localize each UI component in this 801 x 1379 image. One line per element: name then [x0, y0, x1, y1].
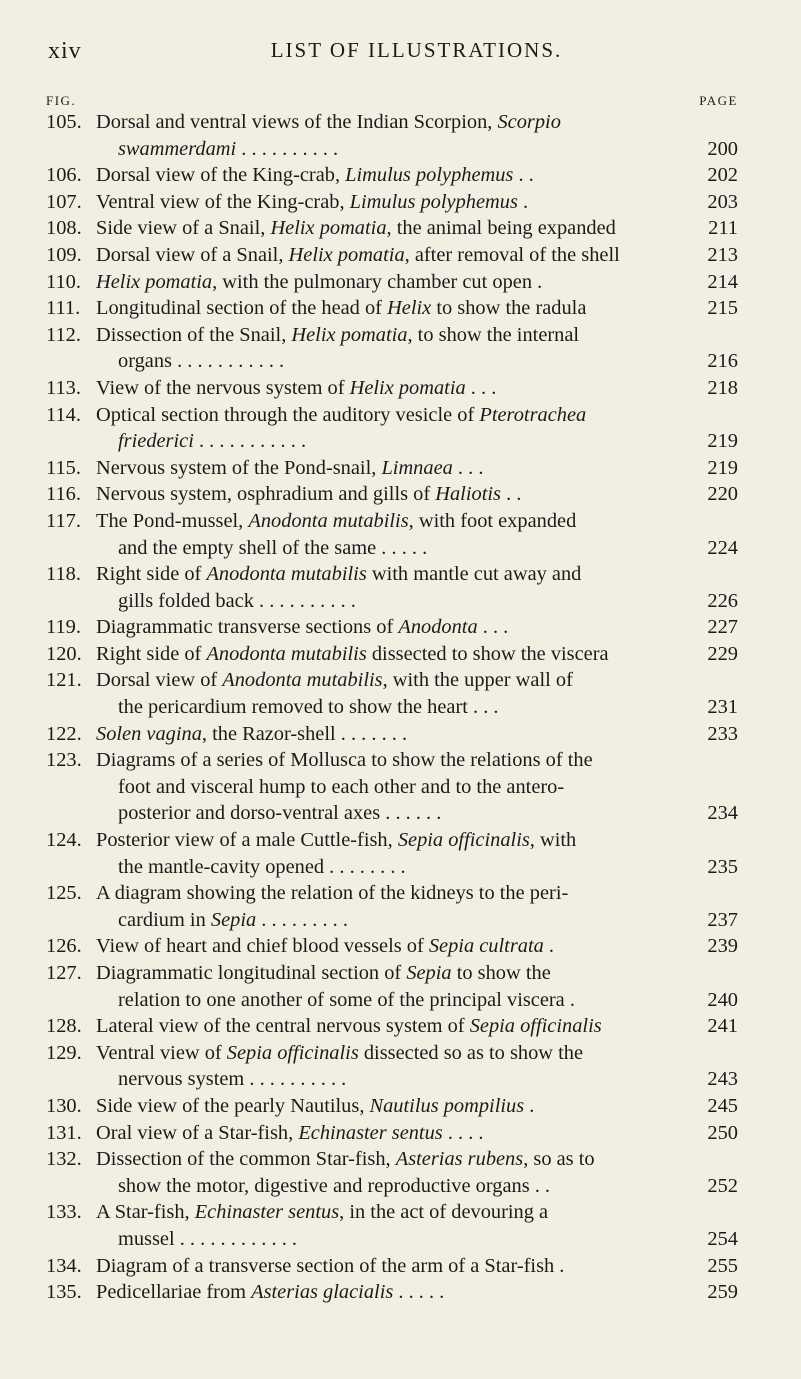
- caption-text: dissected to show the viscera: [366, 642, 609, 665]
- figure-number: 135.: [46, 1281, 82, 1304]
- caption-text: . . . . .: [393, 1281, 445, 1304]
- figure-number: 130.: [46, 1094, 82, 1117]
- caption-text: . . . . . . . . . . .: [193, 430, 307, 453]
- caption-text: Diagrammatic longitudinal section of: [96, 962, 407, 984]
- caption-text: , the animal being expanded: [386, 217, 616, 240]
- figure-caption: [96, 109, 686, 162]
- illustration-list: [46, 109, 738, 1306]
- italic-taxon-name: Echinaster sentus: [298, 1121, 443, 1144]
- italic-taxon-name: Anodonta mutabilis: [206, 563, 367, 586]
- list-entry: [46, 641, 738, 668]
- figure-number: 111.: [46, 297, 81, 320]
- caption-text: . . .: [452, 456, 484, 479]
- caption-text: Side view of a Snail,: [96, 217, 271, 240]
- caption-text: Nervous system, osphradium and gills of: [96, 483, 436, 506]
- caption-text: .: [524, 1094, 535, 1117]
- caption-text: Dorsal view of: [96, 669, 223, 692]
- caption-line: [96, 455, 686, 482]
- caption-line: [96, 854, 686, 881]
- caption-text: , to show the internal: [407, 323, 580, 346]
- caption-text: foot and visceral hump to each other and to the antero-: [118, 775, 565, 798]
- figure-caption: [96, 933, 686, 960]
- caption-text: , in the act of devouring a: [339, 1201, 549, 1224]
- caption-text: to show the: [451, 962, 551, 984]
- figure-number: 119.: [46, 616, 81, 639]
- caption-text: Diagrammatic transverse sections of: [96, 616, 399, 639]
- figure-caption: [96, 641, 686, 668]
- caption-text: .: [517, 190, 529, 213]
- caption-line: [96, 614, 686, 641]
- figure-caption: [96, 1146, 686, 1199]
- caption-line: [96, 907, 686, 934]
- figure-number: 129.: [46, 1041, 82, 1064]
- italic-taxon-name: swammerdami: [118, 137, 237, 160]
- figure-number: 106.: [46, 164, 82, 187]
- list-entry: [46, 1040, 738, 1093]
- figure-number: 131.: [46, 1121, 82, 1144]
- italic-taxon-name: Anodonta mutabilis: [206, 642, 367, 665]
- caption-line: [96, 1173, 686, 1200]
- figure-number: 132.: [46, 1148, 82, 1171]
- list-entry: [46, 189, 738, 216]
- figure-caption: [96, 827, 686, 880]
- caption-line: [96, 508, 686, 535]
- page-number: 245: [707, 1094, 738, 1117]
- figure-caption: [96, 1199, 686, 1252]
- figure-number: 114.: [46, 403, 81, 426]
- figure-number: 123.: [46, 749, 82, 772]
- page-number: 216: [707, 350, 738, 373]
- figure-caption: [96, 322, 686, 375]
- page-number: 227: [707, 616, 738, 639]
- figure-caption: [96, 375, 686, 402]
- italic-taxon-name: Anodonta: [398, 616, 478, 639]
- caption-line: [96, 667, 686, 694]
- caption-text: .: [543, 935, 555, 958]
- page-number: 224: [707, 536, 738, 559]
- figure-caption: [96, 295, 686, 322]
- page-number: 211: [708, 217, 738, 240]
- italic-taxon-name: Sepia: [406, 962, 452, 984]
- figure-caption: [96, 1093, 686, 1120]
- caption-text: Longitudinal section of the head of: [96, 297, 388, 320]
- italic-taxon-name: Anodonta mutabilis: [222, 669, 383, 692]
- italic-taxon-name: Sepia officinalis: [226, 1041, 359, 1064]
- italic-taxon-name: Pterotrachea: [479, 403, 587, 426]
- page-number: 255: [707, 1254, 738, 1277]
- caption-text: posterior and dorso-ventral axes . . . . . .: [118, 802, 442, 825]
- caption-line: [96, 987, 686, 1014]
- italic-taxon-name: Sepia cultrata: [428, 935, 544, 958]
- italic-taxon-name: friederici: [118, 430, 194, 453]
- caption-line: [96, 136, 686, 163]
- caption-line: [96, 1120, 686, 1147]
- caption-text: gills folded back . . . . . . . . . .: [118, 589, 356, 612]
- column-headings: [46, 93, 738, 109]
- caption-line: [96, 402, 686, 429]
- caption-line: [96, 1199, 686, 1226]
- caption-text: Lateral view of the central nervous system of: [96, 1015, 470, 1038]
- page-number: 252: [707, 1174, 738, 1197]
- page-column-heading: PAGE: [699, 93, 738, 108]
- page-number: 214: [707, 270, 738, 293]
- figure-caption: [96, 561, 686, 614]
- caption-text: relation to one another of some of the principal viscera .: [118, 988, 575, 1011]
- caption-text: Ventral view of the King-crab,: [96, 190, 350, 213]
- list-entry: [46, 1253, 738, 1280]
- figure-caption: [96, 215, 686, 242]
- caption-text: , with the upper wall of: [382, 669, 573, 692]
- figure-number: 133.: [46, 1201, 82, 1224]
- figure-number: 118.: [46, 563, 81, 586]
- figure-caption: [96, 1253, 686, 1280]
- page-number: 219: [707, 430, 738, 453]
- caption-line: [96, 1093, 686, 1120]
- figure-caption: [96, 455, 686, 482]
- page-number: 231: [707, 696, 738, 719]
- caption-line: [96, 721, 686, 748]
- italic-taxon-name: Helix pomatia: [96, 270, 213, 293]
- list-entry: [46, 242, 738, 269]
- caption-line: [96, 880, 686, 907]
- caption-text: nervous system . . . . . . . . . .: [118, 1068, 347, 1091]
- caption-line: [96, 1040, 686, 1067]
- figure-caption: [96, 667, 686, 720]
- figure-caption: [96, 960, 686, 1013]
- italic-taxon-name: Scorpio: [497, 111, 561, 133]
- caption-line: [96, 1146, 686, 1173]
- italic-taxon-name: Helix pomatia: [270, 217, 387, 240]
- figure-number: 134.: [46, 1254, 82, 1277]
- caption-text: A diagram showing the relation of the kidneys to the peri-: [96, 882, 569, 905]
- caption-text: and the empty shell of the same . . . . .: [118, 536, 428, 559]
- caption-line: [96, 1279, 686, 1306]
- page-header: [0, 38, 801, 78]
- italic-taxon-name: Sepia officinalis: [469, 1015, 602, 1038]
- caption-line: [96, 933, 686, 960]
- caption-text: . . . .: [442, 1121, 484, 1144]
- caption-line: [96, 800, 686, 827]
- caption-text: organs . . . . . . . . . . .: [118, 350, 285, 373]
- list-entry: [46, 1146, 738, 1199]
- page-number: 254: [707, 1227, 738, 1250]
- list-entry: [46, 1013, 738, 1040]
- italic-taxon-name: Helix pomatia: [349, 376, 466, 399]
- figure-number: 109.: [46, 243, 82, 266]
- italic-taxon-name: Limnaea: [381, 456, 453, 479]
- list-entry: [46, 215, 738, 242]
- figure-number: 125.: [46, 882, 82, 905]
- page-number: 219: [707, 456, 738, 479]
- page-number: 239: [707, 935, 738, 958]
- figure-caption: [96, 269, 686, 296]
- page-number: 229: [707, 642, 738, 665]
- caption-text: Pedicellariae from: [96, 1281, 252, 1304]
- italic-taxon-name: Helix: [387, 297, 432, 320]
- page-number: 203: [707, 190, 738, 213]
- caption-text: dissected so as to show the: [358, 1041, 584, 1064]
- caption-text: , after removal of the shell: [404, 243, 620, 266]
- list-entry: [46, 667, 738, 720]
- list-entry: [46, 402, 738, 455]
- page-number: 202: [707, 164, 738, 187]
- page-number: 233: [707, 722, 738, 745]
- figure-number: 113.: [46, 376, 81, 399]
- list-entry: [46, 933, 738, 960]
- caption-line: [96, 561, 686, 588]
- caption-line: [96, 242, 686, 269]
- caption-text: , with the pulmonary chamber cut open .: [212, 270, 543, 293]
- caption-line: [96, 481, 686, 508]
- figure-caption: [96, 481, 686, 508]
- caption-line: [96, 1066, 686, 1093]
- list-entry: [46, 109, 738, 162]
- page-folio: xiv: [48, 38, 82, 64]
- caption-text: with mantle cut away and: [366, 563, 582, 586]
- italic-taxon-name: Helix pomatia: [288, 243, 405, 266]
- figure-caption: [96, 189, 686, 216]
- italic-taxon-name: Haliotis: [435, 483, 501, 506]
- caption-text: View of the nervous system of: [96, 376, 350, 399]
- caption-text: Oral view of a Star-fish,: [96, 1121, 299, 1144]
- page-number: 243: [707, 1068, 738, 1091]
- caption-line: [96, 162, 686, 189]
- figure-number: 112.: [46, 323, 81, 346]
- caption-line: [96, 1013, 686, 1040]
- caption-text: Optical section through the auditory vesicle of: [96, 403, 480, 426]
- caption-text: Ventral view of: [96, 1041, 227, 1064]
- figure-caption: [96, 1013, 686, 1040]
- list-entry: [46, 269, 738, 296]
- caption-text: A Star-fish,: [96, 1201, 195, 1224]
- caption-text: Nervous system of the Pond-snail,: [96, 456, 382, 479]
- caption-line: [96, 1226, 686, 1253]
- caption-line: [96, 747, 686, 774]
- page-number: 200: [707, 137, 738, 160]
- caption-text: . . .: [477, 616, 509, 639]
- figure-caption: [96, 747, 686, 827]
- italic-taxon-name: Sepia officinalis: [397, 829, 530, 852]
- caption-text: Right side of: [96, 642, 207, 665]
- list-entry: [46, 1199, 738, 1252]
- italic-taxon-name: Asterias rubens: [395, 1148, 524, 1171]
- caption-text: to show the radula: [431, 297, 587, 320]
- figure-number: 115.: [46, 456, 81, 479]
- italic-taxon-name: Asterias glacialis: [251, 1281, 394, 1304]
- caption-line: [96, 1253, 686, 1280]
- caption-line: [96, 960, 686, 987]
- figure-number: 110.: [46, 270, 81, 293]
- caption-text: show the motor, digestive and reproductive organs . .: [118, 1174, 551, 1197]
- caption-line: [96, 535, 686, 562]
- list-entry: [46, 960, 738, 1013]
- italic-taxon-name: Echinaster sentus: [194, 1201, 340, 1224]
- caption-text: Dorsal and ventral views of the Indian Scorpion,: [96, 111, 498, 133]
- list-entry: [46, 162, 738, 189]
- list-entry: [46, 747, 738, 827]
- caption-text: Diagram of a transverse section of the arm of a Star-fish .: [96, 1254, 565, 1277]
- caption-text: . .: [500, 483, 522, 506]
- figure-number: 121.: [46, 669, 82, 692]
- caption-line: [96, 641, 686, 668]
- caption-text: Dissection of the Snail,: [96, 323, 292, 346]
- caption-line: [96, 428, 686, 455]
- italic-taxon-name: Sepia: [210, 908, 257, 931]
- figure-caption: [96, 1279, 686, 1306]
- caption-text: Right side of: [96, 563, 207, 586]
- italic-taxon-name: Solen vagina: [96, 722, 202, 745]
- page-number: 241: [707, 1015, 738, 1038]
- list-entry: [46, 295, 738, 322]
- list-entry: [46, 561, 738, 614]
- page-number: 235: [707, 855, 738, 878]
- figure-number: 107.: [46, 190, 82, 213]
- page-number: 215: [707, 297, 738, 320]
- figure-caption: [96, 614, 686, 641]
- caption-text: Dorsal view of a Snail,: [96, 243, 289, 266]
- italic-taxon-name: Nautilus pompilius: [369, 1094, 525, 1117]
- italic-taxon-name: Helix pomatia: [291, 323, 408, 346]
- caption-text: . . . . . . . . .: [256, 908, 348, 931]
- running-title: LIST OF ILLUSTRATIONS.: [270, 38, 563, 62]
- caption-line: [96, 189, 686, 216]
- caption-line: [96, 348, 686, 375]
- figure-number: 127.: [46, 962, 82, 984]
- list-entry: [46, 1120, 738, 1147]
- caption-text: . . .: [465, 376, 497, 399]
- list-entry: [46, 481, 738, 508]
- list-entry: [46, 614, 738, 641]
- figure-caption: [96, 880, 686, 933]
- page-number: 259: [707, 1281, 738, 1304]
- caption-text: Diagrams of a series of Mollusca to show the relations of the: [96, 749, 593, 772]
- figure-caption: [96, 242, 686, 269]
- caption-line: [96, 375, 686, 402]
- caption-text: the pericardium removed to show the heart . . .: [118, 696, 499, 719]
- caption-text: , with foot expanded: [408, 509, 577, 532]
- italic-taxon-name: Limulus polyphemus: [349, 190, 518, 213]
- figure-number: 124.: [46, 829, 82, 852]
- figure-caption: [96, 1040, 686, 1093]
- italic-taxon-name: Anodonta mutabilis: [248, 509, 409, 532]
- caption-text: View of heart and chief blood vessels of: [96, 935, 429, 958]
- page-number: 237: [707, 908, 738, 931]
- caption-text: The Pond-mussel,: [96, 509, 249, 532]
- caption-line: [96, 269, 686, 296]
- page-number: 234: [707, 802, 738, 825]
- page-number: 220: [707, 483, 738, 506]
- list-entry: [46, 827, 738, 880]
- caption-text: mussel . . . . . . . . . . . .: [118, 1227, 297, 1250]
- caption-text: , with: [529, 829, 577, 852]
- list-entry: [46, 508, 738, 561]
- list-entry: [46, 880, 738, 933]
- caption-text: Dissection of the common Star-fish,: [96, 1148, 396, 1171]
- figure-number: 128.: [46, 1015, 82, 1038]
- figure-number: 126.: [46, 935, 82, 958]
- caption-line: [96, 588, 686, 615]
- fig-column-heading: FIG.: [46, 93, 77, 108]
- caption-text: the mantle-cavity opened . . . . . . . .: [118, 855, 406, 878]
- figure-caption: [96, 1120, 686, 1147]
- caption-line: [96, 215, 686, 242]
- list-entry: [46, 1279, 738, 1306]
- page-number: 226: [707, 589, 738, 612]
- page-number: 240: [707, 988, 738, 1011]
- figure-caption: [96, 721, 686, 748]
- caption-line: [96, 109, 686, 136]
- caption-line: [96, 295, 686, 322]
- page-number: 218: [707, 376, 738, 399]
- page-number: 213: [707, 243, 738, 266]
- caption-line: [96, 827, 686, 854]
- list-entry: [46, 721, 738, 748]
- caption-text: Side view of the pearly Nautilus,: [96, 1094, 370, 1117]
- figure-number: 116.: [46, 483, 81, 506]
- caption-line: [96, 322, 686, 349]
- figure-caption: [96, 162, 686, 189]
- caption-line: [96, 694, 686, 721]
- figure-number: 120.: [46, 642, 82, 665]
- italic-taxon-name: Limulus polyphemus: [345, 164, 514, 187]
- list-entry: [46, 375, 738, 402]
- caption-text: , the Razor-shell . . . . . . .: [201, 722, 408, 745]
- figure-caption: [96, 508, 686, 561]
- list-entry: [46, 455, 738, 482]
- caption-line: [96, 774, 686, 801]
- caption-text: . .: [513, 164, 534, 187]
- figure-number: 108.: [46, 217, 82, 240]
- caption-text: cardium in: [118, 908, 211, 931]
- page-number: 250: [707, 1121, 738, 1144]
- list-entry: [46, 1093, 738, 1120]
- caption-text: Dorsal view of the King-crab,: [96, 164, 346, 187]
- caption-text: , so as to: [523, 1148, 595, 1171]
- caption-text: . . . . . . . . . .: [236, 137, 339, 160]
- figure-number: 122.: [46, 722, 82, 745]
- caption-text: Posterior view of a male Cuttle-fish,: [96, 829, 398, 852]
- figure-number: 105.: [46, 111, 82, 133]
- list-entry: [46, 322, 738, 375]
- figure-number: 117.: [46, 509, 81, 532]
- figure-caption: [96, 402, 686, 455]
